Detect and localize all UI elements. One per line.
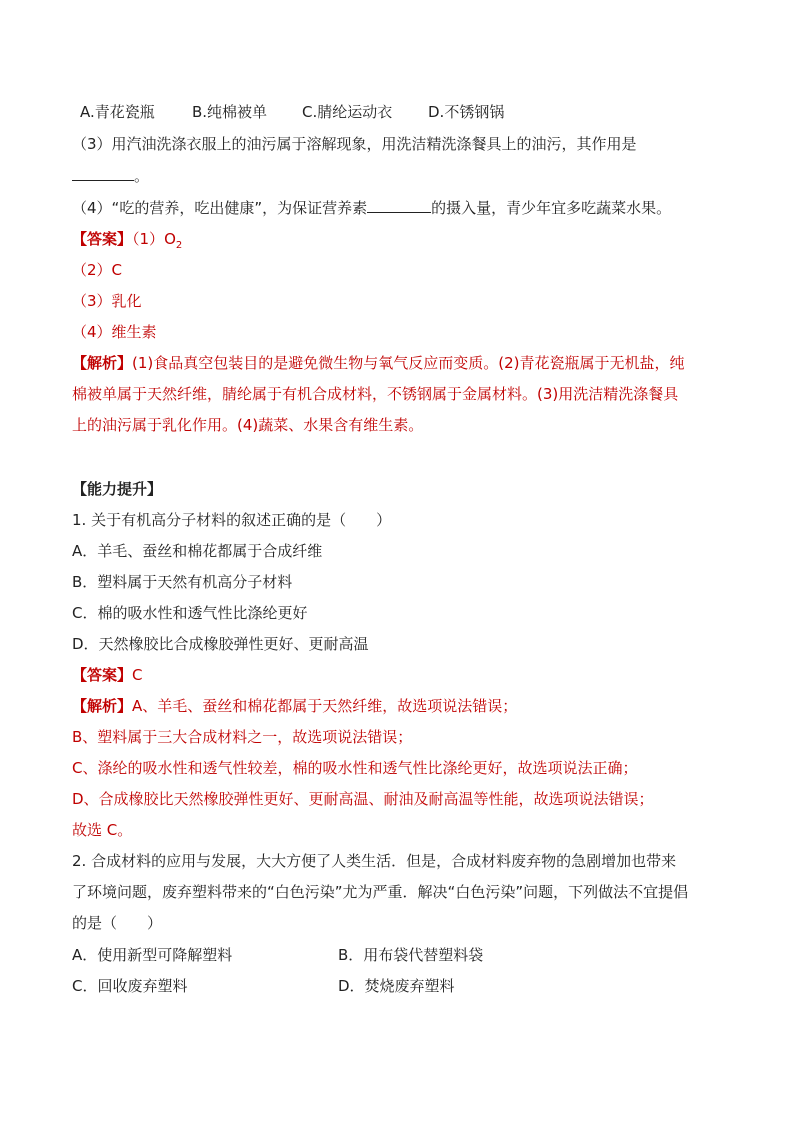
analysis-line-3: 上的油污属于乳化作用。(4)蔬菜、水果含有维生素。 <box>72 416 424 434</box>
sub-question-3-blank-line <box>72 166 149 186</box>
q1-analysis-line-4: D、合成橡胶比天然橡胶弹性更好、更耐高温、耐油及耐高温等性能，故选项说法错误； <box>72 790 654 808</box>
answer-blank <box>72 166 134 181</box>
q2-option-c: C．回收废弃塑料 <box>72 977 188 995</box>
option-b: B.纯棉被单 <box>192 103 268 121</box>
answer-1-prefix: （1） <box>132 230 165 248</box>
q2-stem-line-2: 了环境问题，废弃塑料带来的“白色污染”尤为严重．解决“白色污染”问题，下列做法不宜提倡 <box>72 883 689 901</box>
answer-1-subscript: 2 <box>175 240 183 251</box>
q1-analysis-line-2: B、塑料属于三大合成材料之一，故选项说法错误； <box>72 728 413 746</box>
analysis-line-1 <box>72 353 685 373</box>
option-a: A.青花瓷瓶 <box>80 103 155 121</box>
q2-option-b: B．用布袋代替塑料袋 <box>338 946 484 964</box>
sub-question-4 <box>72 198 671 218</box>
answer-1-formula: O <box>164 230 176 248</box>
answer-tag: 【答案】 <box>72 230 133 248</box>
q1-answer <box>72 665 143 685</box>
answer-value: C <box>132 666 143 684</box>
section-title: 【能力提升】 <box>72 480 163 498</box>
q2-options-row-2 <box>72 976 455 996</box>
q1-stem: 1. 关于有机高分子材料的叙述正确的是（ ） <box>72 511 392 529</box>
q2-options-row-1 <box>72 945 483 965</box>
answer-blank <box>367 198 431 213</box>
sub-question-3: （3）用汽油洗涤衣服上的油污属于溶解现象，用洗洁精洗涤餐具上的油污，其作用是 <box>72 135 637 153</box>
answer-line-2: （2）C <box>72 261 123 279</box>
prev-question-options <box>80 102 504 122</box>
q1-analysis-line-1 <box>72 696 517 716</box>
q2-option-d: D．焚烧废弃塑料 <box>338 977 455 995</box>
sub-question-3-end: 。 <box>134 167 150 185</box>
q1-analysis-line-3: C、涤纶的吸水性和透气性较差，棉的吸水性和透气性比涤纶更好，故选项说法正确； <box>72 759 638 777</box>
analysis-line-2: 棉被单属于天然纤维，腈纶属于有机合成材料，不锈钢属于金属材料。(3)用洗洁精洗涤餐具 <box>72 385 679 403</box>
sub-question-4-before: （4）“吃的营养，吃出健康”，为保证营养素 <box>72 199 368 217</box>
q2-stem-line-1: 2. 合成材料的应用与发展，大大方便了人类生活．但是，合成材料废弃物的急剧增加也带来 <box>72 852 677 870</box>
q1-option-c: C．棉的吸水性和透气性比涤纶更好 <box>72 604 308 622</box>
analysis-text: A、羊毛、蚕丝和棉花都属于天然纤维，故选项说法错误； <box>132 697 518 715</box>
q2-stem-line-3: 的是（ ） <box>72 914 163 932</box>
answer-line-3: （3）乳化 <box>72 292 142 310</box>
analysis-tag: 【解析】 <box>72 697 133 715</box>
answer-line-1 <box>72 229 182 249</box>
answer-line-4: （4）维生素 <box>72 323 157 341</box>
option-c: C.腈纶运动衣 <box>302 103 393 121</box>
analysis-text: (1)食品真空包装目的是避免微生物与氧气反应而变质。(2)青花瓷瓶属于无机盐，纯 <box>132 354 685 372</box>
analysis-tag: 【解析】 <box>72 354 133 372</box>
q2-option-a: A．使用新型可降解塑料 <box>72 946 233 964</box>
answer-tag: 【答案】 <box>72 666 133 684</box>
q1-option-d: D．天然橡胶比合成橡胶弹性更好、更耐高温 <box>72 635 369 653</box>
q1-option-b: B．塑料属于天然有机高分子材料 <box>72 573 293 591</box>
option-d: D.不锈钢锅 <box>428 103 505 121</box>
q1-conclusion: 故选 C。 <box>72 821 133 839</box>
q1-option-a: A．羊毛、蚕丝和棉花都属于合成纤维 <box>72 542 323 560</box>
sub-question-4-after: 的摄入量，青少年宜多吃蔬菜水果。 <box>431 199 672 217</box>
